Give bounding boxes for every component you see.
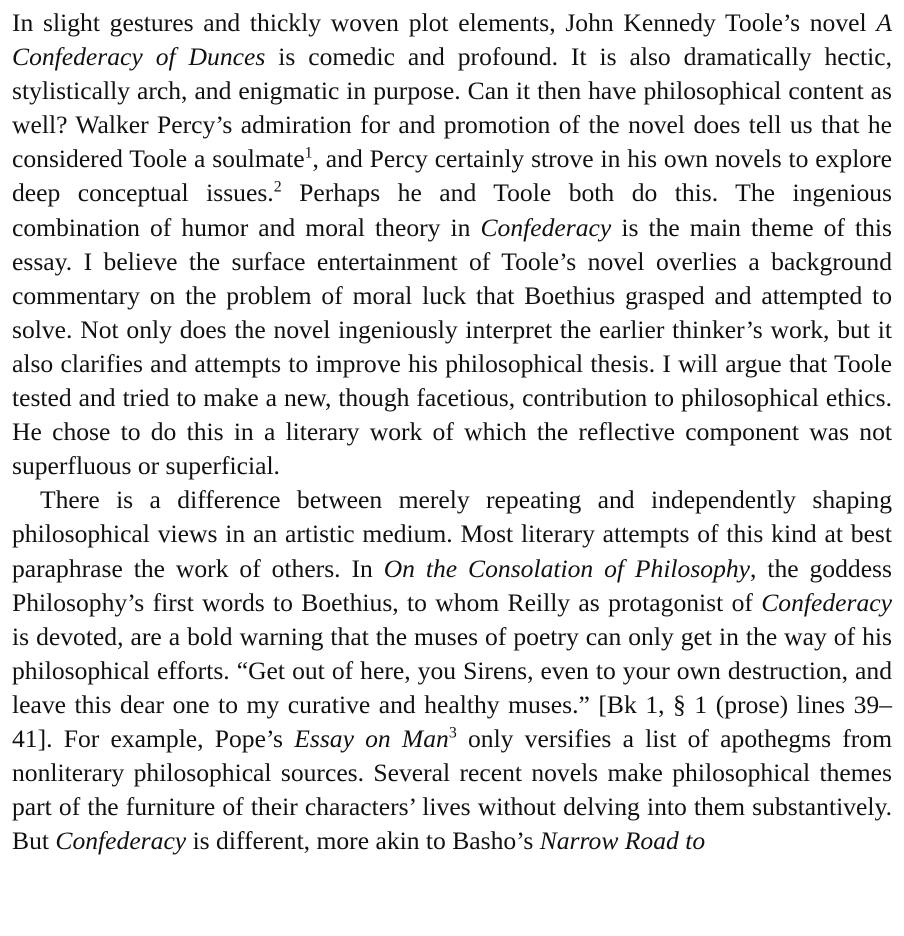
text-run: is comedic and profound. It is also dramatically hectic, stylistically arch, and enigmatic in purpose. Can it then have philosophical content as well? Walker Percy’s admiration for and promotion of the novel does tell us that he considered Toole a soulmate: [12, 42, 892, 174]
italic-title: Confederacy: [761, 587, 892, 617]
text-run: , and Percy certainly strove in his own novels to explore deep conceptual issues.: [12, 144, 892, 208]
text-run: is the main theme of this essay. I believe the surface entertainment of Toole’s novel overlies a background commentary on the problem of moral luck that Boethius grasped and attempted to solve. Not only does the novel ingeniously interpret the earlier thinker’s work, but it also clarifies and attempts to improve his philosophical thesis. I will argue that Toole tested and tried to make a new, though facetious, contribution to philosophical ethics. He chose to do this in a literary work of which the reflective component was not superfluous or superficial.: [12, 212, 892, 481]
text-run: , the goddess Philosophy’s first words to Boethius, to whom Reilly as protagonist of: [12, 553, 892, 617]
text-run: There is a difference between merely repeating and independently shaping philosophical views in an artistic medium. Most literary attempts of this kind at best paraphrase the work of others. In: [12, 485, 892, 583]
text-run: Perhaps he and Toole both do this. The ingenious combination of humor and moral theory in: [12, 178, 892, 242]
text-run: is devoted, are a bold warning that the muses of poetry can only get in the way of his philosophical efforts. “Get out of here, you Sirens, even to your own destruction, and leave this dear one to my curative and healthy muses.” [Bk 1, § 1 (prose) lines 39–41]. For example, Pope’s: [12, 621, 892, 753]
italic-title: Confederacy: [480, 212, 612, 242]
paragraph-1: [12, 6, 892, 483]
text-run: In slight gestures and thickly woven plot elements, John Kennedy Toole’s novel: [12, 8, 877, 37]
italic-title: A Confederacy of Dunces: [12, 8, 892, 72]
paragraph-2: [12, 483, 892, 858]
text-run: only versifies a list of apothegms from nonliterary philosophical sources. Several recent novels make philosophical themes part of the furniture of their characters’ lives without delving into them substantively. But: [12, 723, 892, 856]
footnote-reference: 3: [448, 724, 457, 742]
italic-title: Confederacy: [55, 826, 187, 856]
italic-title: On the Consolation of Philosophy: [383, 553, 751, 583]
footnote-reference: 1: [304, 144, 313, 162]
italic-title: Essay on Man: [294, 723, 449, 753]
italic-title: Narrow Road to: [539, 826, 706, 856]
footnote-reference: 2: [273, 178, 282, 196]
text-run: is different, more akin to Basho’s: [186, 826, 540, 856]
